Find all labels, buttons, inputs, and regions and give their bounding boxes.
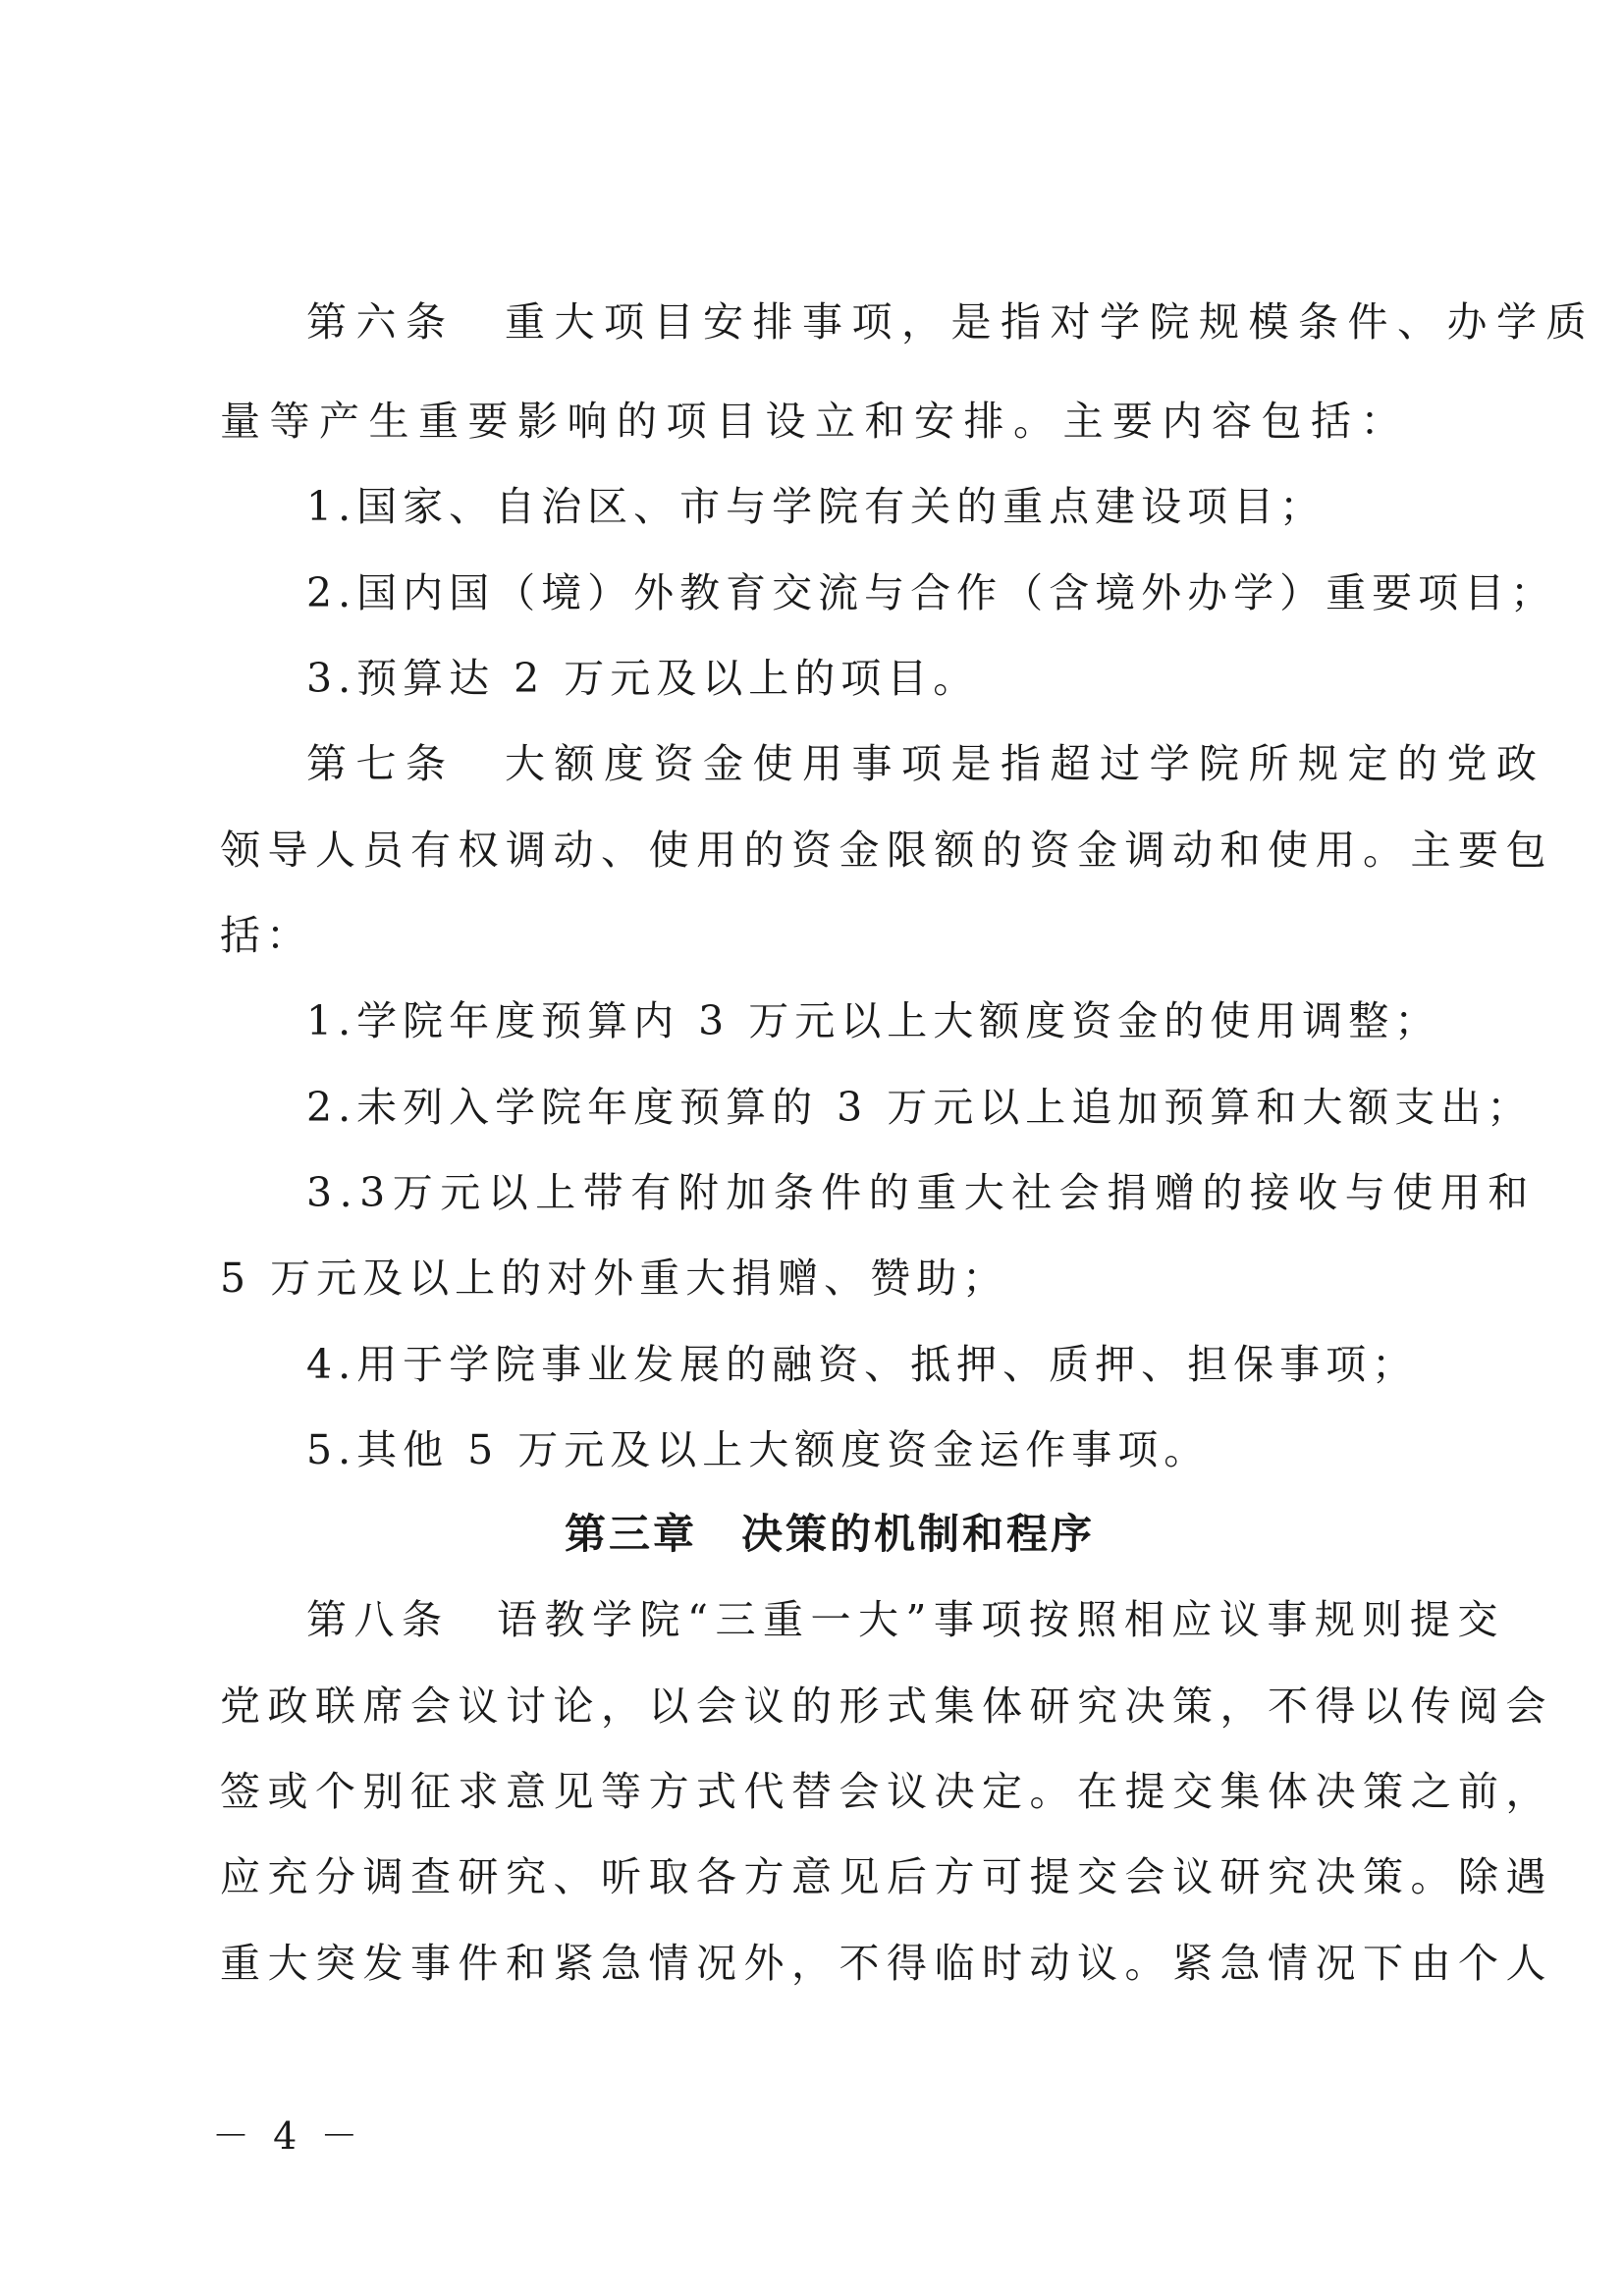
article-7-item-1: 1.学院年度预算内 3 万元以上大额度资金的使用调整； <box>306 997 1441 1044</box>
article-7-line-1: 第七条 大额度资金使用事项是指超过学院所规定的党政 <box>306 740 1546 787</box>
article-8-line-3: 签或个别征求意见等方式代替会议决定。在提交集体决策之前， <box>220 1768 1553 1815</box>
article-7-line-3: 括： <box>220 912 312 959</box>
article-7-item-4: 4.用于学院事业发展的融资、抵押、质押、担保事项； <box>306 1341 1419 1388</box>
article-8-line-2: 党政联席会议讨论，以会议的形式集体研究决策，不得以传阅会 <box>220 1682 1553 1730</box>
article-7-item-3-line-1: 3.3万元以上带有附加条件的重大社会捐赠的接收与使用和 <box>306 1169 1536 1216</box>
article-8-line-1: 第八条 语教学院“三重一大”事项按照相应议事规则提交 <box>306 1596 1505 1643</box>
article-7-item-2: 2.未列入学院年度预算的 3 万元以上追加预算和大额支出； <box>306 1084 1534 1131</box>
article-6-line-1: 第六条 重大项目安排事项，是指对学院规模条件、办学质 <box>306 298 1596 346</box>
chapter-heading: 第三章 决策的机制和程序 <box>565 1510 1096 1558</box>
article-8-line-5: 重大突发事件和紧急情况外，不得临时动议。紧急情况下由个人 <box>220 1940 1553 1987</box>
article-6-item-3: 3.预算达 2 万元及以上的项目。 <box>306 655 980 702</box>
article-7-line-2: 领导人员有权调动、使用的资金限额的资金调动和使用。主要包 <box>220 827 1553 874</box>
article-8-line-4: 应充分调查研究、听取各方意见后方可提交会议研究决策。除遇 <box>220 1853 1553 1900</box>
article-7-item-5: 5.其他 5 万元及以上大额度资金运作事项。 <box>306 1426 1211 1473</box>
article-7-item-3-line-2: 5 万元及以上的对外重大捐赠、赞助； <box>220 1255 1009 1302</box>
page-number: － 4 － <box>212 2114 364 2158</box>
article-6-item-2: 2.国内国（境）外教育交流与合作（含境外办学）重要项目； <box>306 569 1557 616</box>
article-6-line-2: 量等产生重要影响的项目设立和安排。主要内容包括： <box>220 398 1410 445</box>
article-6-item-1: 1.国家、自治区、市与学院有关的重点建设项目； <box>306 483 1326 530</box>
